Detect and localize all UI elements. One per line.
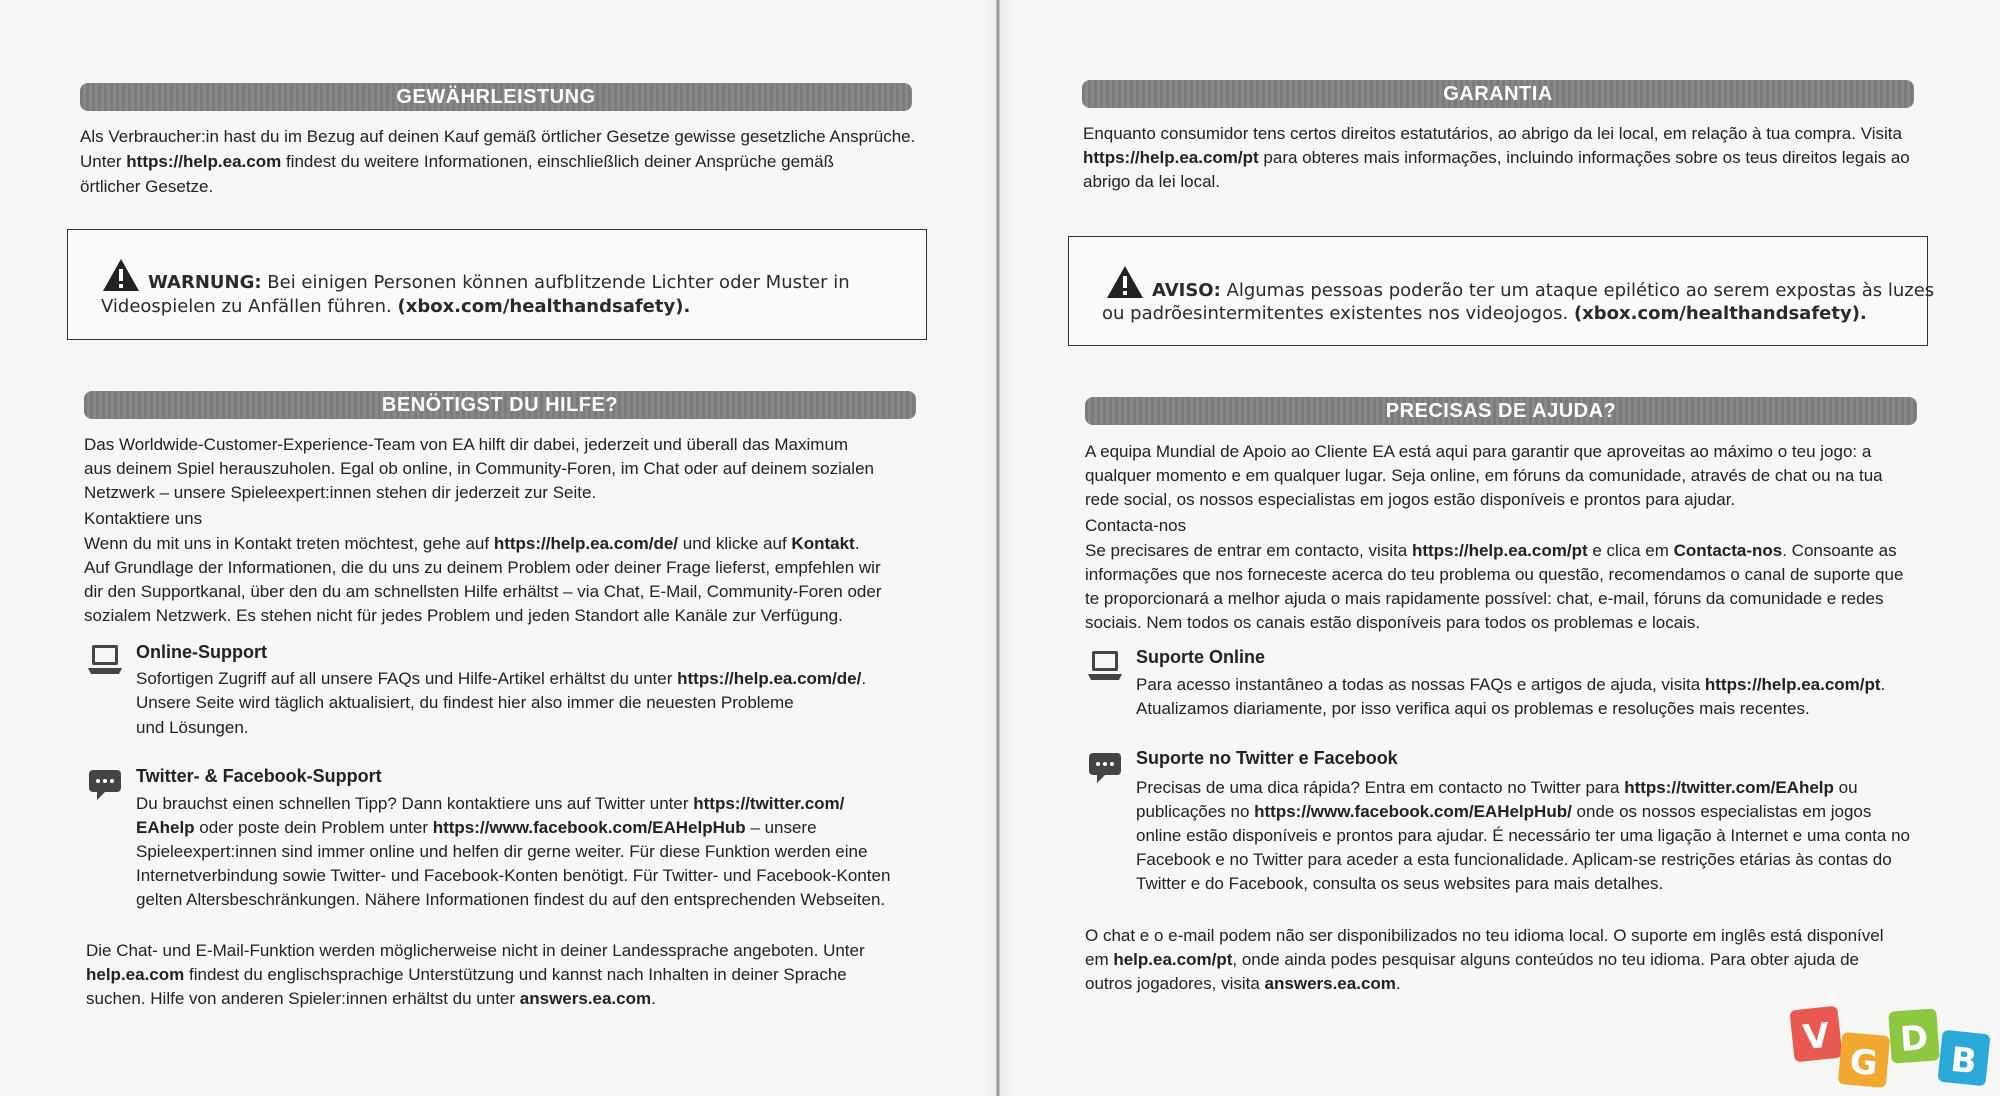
laptop-icon [87, 643, 123, 677]
help-pt-link[interactable]: https://help.ea.com/pt [1411, 541, 1588, 560]
social-line-2: EAhelp oder poste dein Problem unter https://www.facebook.com/EAHelpHub – unsere [136, 818, 817, 837]
footer-line-2: help.ea.com findest du englischsprachige Unterstützung und kannst nach Inhalten in deiner Sprache [86, 965, 847, 984]
social-support-title: Twitter- & Facebook-Support [136, 766, 382, 786]
eahelp-link[interactable]: EAhelp [136, 818, 195, 837]
aviso-line-2: ou padrõesintermitentes existentes nos videojogos. (xbox.com/healthandsafety). [1102, 303, 1867, 324]
warranty-line-2: Unter https://help.ea.com findest du weitere Informationen, einschließlich deiner Ansprüche gemäß [80, 152, 835, 171]
laptop-icon [1087, 649, 1123, 683]
social-line-4: Internetverbindung sowie Twitter- und Facebook-Konten benötigt. Für Twitter- und Facebook-Konten [136, 866, 891, 885]
online-line-2: Unsere Seite wird täglich aktualisiert, du findest hier also immer die neuesten Probleme [136, 693, 794, 712]
contact-link[interactable]: Kontakt [791, 534, 855, 553]
vgdb-tile-b [1937, 1030, 1990, 1087]
healthandsafety-link[interactable]: (xbox.com/healthandsafety). [1573, 303, 1867, 324]
page-left [0, 0, 996, 1096]
help-pt-link[interactable]: https://help.ea.com/pt [1083, 148, 1259, 167]
help-de-link[interactable]: https://help.ea.com/de/ [493, 534, 679, 553]
contacta-link[interactable]: Contacta-nos [1673, 541, 1783, 560]
suporte-online-line-2: Atualizamos diariamente, por isso verifica aqui os problemas e resoluções mais recentes. [1136, 699, 1810, 718]
help-line-5: Wenn du mit uns in Kontakt treten möchtest, gehe auf https://help.ea.com/de/ und klicke auf Kontakt. [84, 534, 860, 553]
vgdb-tile-v [1790, 1006, 1843, 1062]
ajuda-line-2: qualquer momento e em qualquer lugar. Seja online, em fóruns da comunidade, através de chat ou na tua [1085, 466, 1883, 485]
vgdb-tile-d [1888, 1008, 1940, 1063]
help-line-3: Netzwerk – unsere Spieleexpert:innen stehen dir jederzeit zur Seite. [84, 483, 597, 502]
ajuda-line-6: informações que nos forneceste acerca do teu problema ou questão, recomendamos o canal de suporte que [1085, 565, 1904, 584]
vgdb-tile-g [1838, 1032, 1890, 1088]
social-line-1: Du brauchst einen schnellen Tipp? Dann kontaktiere uns auf Twitter unter https://twitter.com/ [136, 794, 845, 813]
ajuda-line-8: sociais. Nem todos os canais estão disponíveis para todos os problemas e locais. [1085, 613, 1701, 632]
chat-bubble-icon [1087, 751, 1123, 785]
rodape-line-2: em help.ea.com/pt, onde ainda podes pesquisar alguns conteúdos no teu idioma. Para obter ajuda de [1085, 950, 1859, 969]
warning-line-2: Videospielen zu Anfällen führen. (xbox.com/healthandsafety). [101, 296, 691, 317]
warning-triangle-icon [1106, 265, 1144, 299]
twitter-link[interactable]: https://twitter.com/EAhelp [1624, 778, 1834, 797]
svg-text:G: G [1848, 1041, 1880, 1085]
footer-line-1: Die Chat- und E-Mail-Funktion werden möglicherweise nicht in deiner Landessprache angeboten. Unter [86, 941, 865, 960]
online-help-link[interactable]: https://help.ea.com/de/ [677, 669, 862, 688]
contacta-heading: Contacta-nos [1085, 516, 1187, 535]
online-line-1: Sofortigen Zugriff auf all unsere FAQs und Hilfe-Artikel erhältst du unter https://help.ea.com/de/. [136, 669, 867, 688]
aviso-line-1: AVISO: Algumas pessoas poderão ter um ataque epilético ao serem expostas às luzes [1152, 280, 1935, 301]
warranty-line-3: örtlicher Gesetze. [80, 177, 214, 196]
social-line-3: Spieleexpert:innen sind immer online und helfen dir gerne weiter. Für diese Funktion werden eine [136, 842, 868, 861]
online-line-3: und Lösungen. [136, 718, 249, 737]
rodape-line-3: outros jogadores, visita answers.ea.com. [1085, 974, 1401, 993]
online-help-link[interactable]: https://help.ea.com/pt [1704, 675, 1881, 694]
section-title-garantia: GARANTIA [1443, 83, 1553, 105]
answers-link[interactable]: answers.ea.com [519, 989, 652, 1008]
healthandsafety-link[interactable]: (xbox.com/healthandsafety). [397, 296, 691, 317]
suporte-social-line-4: Facebook e no Twitter para aceder a esta funcionalidade. Aplicam-se restrições etárias às contas do [1136, 850, 1892, 869]
facebook-link[interactable]: https://www.facebook.com/EAHelpHub/ [1254, 802, 1572, 821]
facebook-link[interactable]: https://www.facebook.com/EAHelpHub [432, 818, 746, 837]
section-title-help: BENÖTIGST DU HILFE? [381, 394, 619, 416]
help-line-7: dir den Supportkanal, über den du am schnellsten Hilfe erhältst – via Chat, E-Mail, Community-Foren oder [84, 582, 882, 601]
warning-line-1: WARNUNG: Bei einigen Personen können aufblitzende Lichter oder Muster in [148, 272, 850, 293]
answers-link[interactable]: answers.ea.com [1264, 974, 1396, 993]
help-line-6: Auf Grundlage der Informationen, die du uns zu deinem Problem oder deiner Frage lieferst, empfehlen wir [84, 558, 881, 577]
suporte-online-line-1: Para acesso instantâneo a todas as nossas FAQs e artigos de ajuda, visita https://help.ea.com/pt. [1136, 675, 1886, 694]
section-bar-help [84, 391, 916, 419]
suporte-social-title: Suporte no Twitter e Facebook [1136, 748, 1398, 768]
footer-line-3: suchen. Hilfe von anderen Spieler:innen erhältst du unter answers.ea.com. [86, 989, 656, 1008]
warranty-line-1: Als Verbraucher:in hast du im Bezug auf deinen Kauf gemäß örtlicher Gesetze gewisse gesetzliche Ansprüche. [80, 127, 916, 146]
ajuda-line-5: Se precisares de entrar em contacto, visita https://help.ea.com/pt e clica em Contacta-nos. Consoante as [1085, 541, 1897, 560]
rodape-line-1: O chat e o e-mail podem não ser disponibilizados no teu idioma local. O suporte em inglês está disponível [1085, 926, 1884, 945]
help-link[interactable]: https://help.ea.com [126, 152, 282, 171]
contact-heading: Kontaktiere uns [84, 509, 203, 528]
suporte-online-title: Suporte Online [1136, 647, 1266, 667]
online-support-title: Online-Support [136, 642, 267, 662]
svg-text:V: V [1801, 1015, 1832, 1059]
suporte-social-line-5: Twitter e do Facebook, consulta os seus websites para mais detalhes. [1136, 874, 1664, 893]
page-right [1002, 0, 2000, 1096]
garantia-line-2: https://help.ea.com/pt para obteres mais informações, incluindo informações sobre os teus direitos legais ao [1083, 148, 1910, 167]
help-line-2: aus deinem Spiel herauszuholen. Egal ob online, in Community-Foren, im Chat oder auf deinem sozialen [84, 459, 874, 478]
twitter-link[interactable]: https://twitter.com/ [693, 794, 845, 813]
ajuda-line-7: te proporcionará a melhor ajuda o mais rapidamente possível: chat, e-mail, fóruns da comunidade e redes [1085, 589, 1884, 608]
section-bar-ajuda [1085, 397, 1917, 425]
book-spine [996, 0, 1000, 1096]
svg-text:B: B [1948, 1039, 1979, 1083]
section-title-warranty: GEWÄHRLEISTUNG [396, 86, 596, 108]
help-ea-link[interactable]: help.ea.com [86, 965, 185, 984]
suporte-social-line-3: online estão disponíveis e prontos para ajudar. É necessário ter uma ligação à Internet e uma conta no [1136, 826, 1910, 845]
vgdb-logo [1790, 1006, 1994, 1090]
help-ea-pt-link[interactable]: help.ea.com/pt [1113, 950, 1233, 969]
garantia-line-1: Enquanto consumidor tens certos direitos estatutários, ao abrigo da lei local, em relação à tua compra. Visita [1083, 124, 1902, 143]
svg-text:D: D [1898, 1018, 1930, 1060]
section-title-ajuda: PRECISAS DE AJUDA? [1385, 400, 1617, 422]
social-line-5: gelten Altersbeschränkungen. Nähere Informationen findest du auf den entsprechenden Webseiten. [136, 890, 886, 909]
ajuda-line-1: A equipa Mundial de Apoio ao Cliente EA está aqui para garantir que aproveitas ao máximo o teu jogo: a [1085, 442, 1872, 461]
help-line-1: Das Worldwide-Customer-Experience-Team von EA hilft dir dabei, jederzeit und überall das Maximum [84, 435, 849, 454]
warning-triangle-icon [102, 258, 140, 292]
suporte-social-line-1: Precisas de uma dica rápida? Entra em contacto no Twitter para https://twitter.com/EAhelp ou [1136, 778, 1858, 797]
garantia-line-3: abrigo da lei local. [1083, 172, 1221, 191]
suporte-social-line-2: publicações no https://www.facebook.com/EAHelpHub/ onde os nossos especialistas em jogos [1136, 802, 1872, 821]
section-bar-garantia [1082, 80, 1914, 108]
section-bar-warranty [80, 83, 912, 111]
ajuda-line-3: rede social, os nossos especialistas em jogos estão disponíveis e prontos para ajudar. [1085, 490, 1736, 509]
chat-bubble-icon [87, 768, 123, 802]
help-line-8: sozialem Netzwerk. Es stehen nicht für jedes Problem und jeden Standort alle Kanäle zur Verfügung. [84, 606, 843, 625]
